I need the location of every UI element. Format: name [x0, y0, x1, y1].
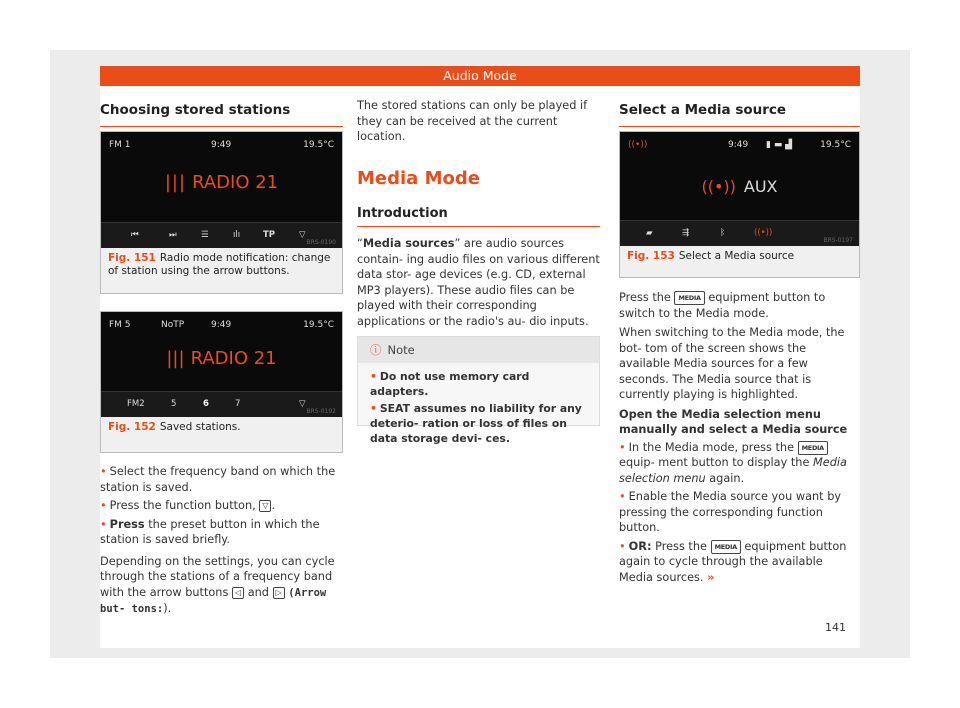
radio-screen-presets: [101, 312, 342, 417]
note-label: Note: [387, 343, 415, 357]
temperature: 19.5°C: [303, 140, 334, 150]
info-icon: ⓘ: [370, 343, 382, 357]
figure-caption: Radio mode notification: change of station using the arrow buttons.: [108, 252, 331, 277]
band-label: FM 5: [109, 320, 131, 330]
subsection-title: Introduction: [357, 206, 600, 227]
page-number: 141: [825, 621, 846, 634]
radio-screen: [101, 132, 342, 248]
notp-label: NoTP: [161, 320, 185, 330]
figure-152: [100, 311, 343, 453]
radio-wave-icon: |||: [166, 348, 185, 369]
media-instructions: Press the MEDIA equipment button to switch to the Media mode. When switching to the Media mode, the bot- tom of the screen shows the available Media sources for a few seconds. The Media source that is currently playing is highlighted. Open the Media selection menu manually and select a Media source • In the Media mode, press the MEDIA equip- ment button to display the Media selection menu again. • Enable the Media source you want by pressing the corresponding function button. • OR: Press the MEDIA equipment button again to cycle through the available Media sources. »: [619, 290, 860, 585]
subheading: Open the Media selection menu manually and select a Media source: [619, 407, 848, 436]
arrow-left-key-icon: ◁: [232, 587, 244, 599]
bullet-icon: •: [619, 490, 626, 503]
figure-153: [619, 131, 860, 278]
note-box: ⓘ Note • Do not use memory card adapters. • SEAT assumes no liability for any deterio- ration or loss of files on data storage devi- ces.: [357, 336, 600, 426]
column-left: [100, 86, 343, 648]
seek-forward-icon: ⏭: [169, 230, 177, 240]
figure-number: Fig. 151: [108, 252, 156, 264]
arrow-down-icon: ▽: [299, 230, 306, 240]
clock: 9:49: [728, 140, 749, 150]
clock: 9:49: [211, 320, 232, 330]
figure-caption: Select a Media source: [678, 250, 795, 262]
radio-wave-icon: |||: [164, 172, 187, 193]
section-title: Choosing stored stations: [100, 102, 343, 127]
preset-7: 7: [235, 399, 241, 409]
sd-card-icon: ▰: [646, 228, 653, 238]
chapter-header: Audio Mode: [100, 66, 860, 86]
intro-paragraph: The stored stations can only be played if they can be received at the current location.: [357, 99, 588, 143]
preset-fm2: FM2: [127, 399, 145, 409]
bullet-icon: •: [100, 465, 107, 478]
figure-number: Fig. 153: [627, 250, 675, 262]
bullet-icon: •: [100, 499, 107, 512]
tp-label: TP: [263, 230, 276, 240]
figure-caption: Saved stations.: [159, 421, 241, 433]
instructions: • Select the frequency band on which the station is saved. • Press the function button, ▽ . • Press the preset button in which the station is saved briefly. Depending on the settings, you can cycle through the stations of a frequency band with the arrow buttons ◁ and ▷ (Arrow but- tons:).: [100, 465, 336, 615]
arrow-right-key-icon: ▷: [273, 587, 285, 599]
temperature: 19.5°C: [820, 140, 851, 150]
media-key-icon: MEDIA: [711, 540, 741, 554]
preset-5: 5: [171, 399, 177, 409]
temperature: 19.5°C: [303, 320, 334, 330]
aux-icon: ((•)): [701, 177, 736, 196]
media-intro: “Media sources” are audio sources contain- ing audio files on various different data stor- age devices (e.g. CD, external MP3 players). These audio files can be played with their corresponding applications or the radio's au- dio inputs.: [357, 237, 600, 328]
source-name: AUX: [743, 177, 778, 196]
arrow-down-icon: ▽: [299, 399, 306, 409]
status-icons: ▮ ▬ ▟: [766, 140, 793, 150]
figure-number: Fig. 152: [108, 421, 156, 433]
scan-icon: ılı: [233, 230, 241, 240]
media-key-icon: MEDIA: [798, 441, 828, 455]
section-title: Select a Media source: [619, 102, 860, 127]
bluetooth-icon: ᛒ: [720, 228, 726, 238]
preset-6: 6: [203, 399, 209, 409]
band-label: FM 1: [109, 140, 131, 150]
station-name: RADIO 21: [192, 172, 279, 193]
column-middle: [343, 86, 605, 648]
bullet-icon: •: [370, 370, 377, 383]
media-key-icon: MEDIA: [674, 291, 704, 305]
aux-status-icon: ((•)): [628, 140, 648, 150]
seek-back-icon: ⏮: [131, 230, 139, 240]
usb-icon: ⇶: [682, 228, 690, 238]
media-screen: [620, 132, 859, 246]
bullet-icon: •: [619, 440, 626, 454]
bullet-icon: •: [370, 402, 377, 415]
arrow-down-key-icon: ▽: [259, 500, 271, 512]
continue-icon: »: [707, 570, 715, 584]
figure-code: BRS-0197: [823, 237, 853, 244]
figure-code: BRS-0192: [306, 408, 336, 415]
bullet-icon: •: [100, 517, 107, 531]
figure-code: BRS-0190: [306, 239, 336, 246]
bullet-icon: •: [619, 539, 626, 553]
figure-151: [100, 131, 343, 294]
column-right: [605, 86, 860, 648]
aux-source-icon: ((•)): [754, 228, 773, 238]
station-name: RADIO 21: [190, 348, 277, 369]
chapter-title: Media Mode: [357, 168, 480, 189]
list-icon: ☰: [201, 230, 209, 240]
clock: 9:49: [211, 140, 232, 150]
